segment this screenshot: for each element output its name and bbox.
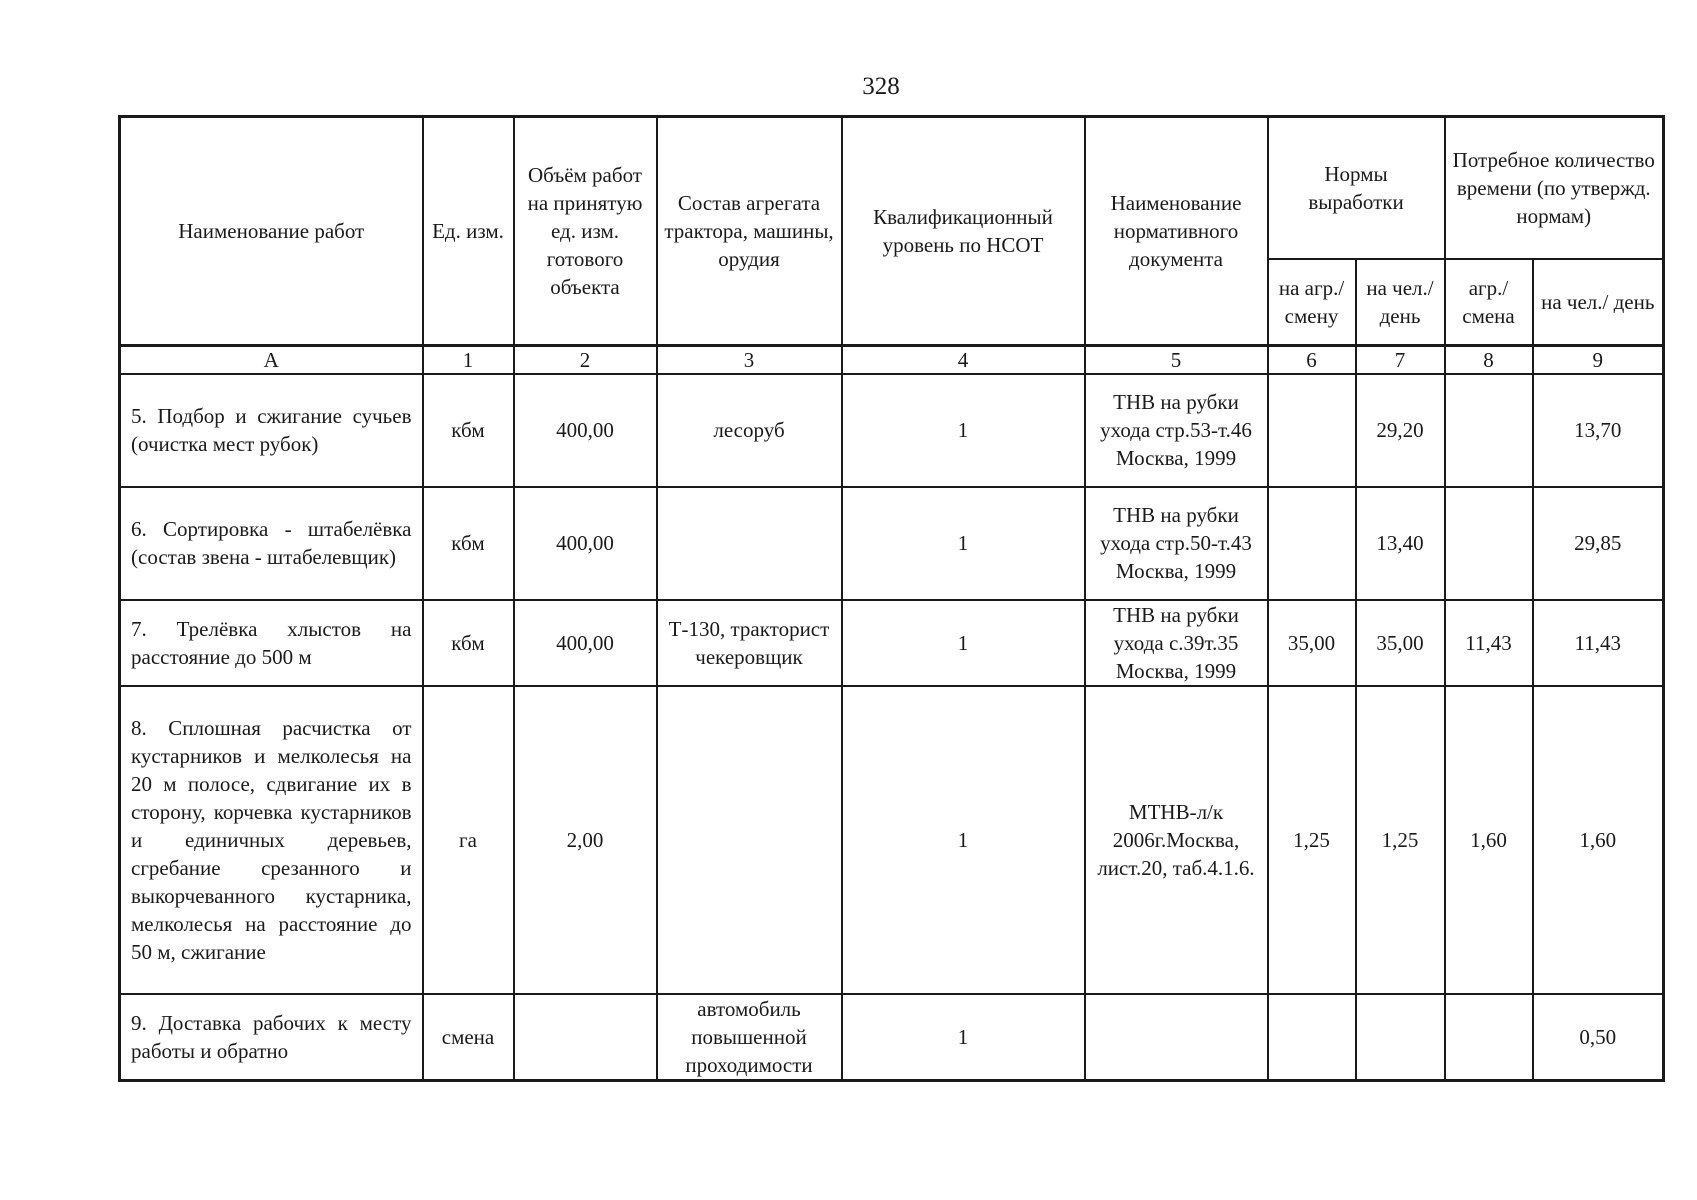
time-aggregate-cell (1445, 994, 1533, 1081)
table-row (120, 600, 1664, 686)
header-time-group: Потребное количество времени (по утвержд. нормам) (1445, 117, 1664, 259)
column-index: 1 (423, 346, 514, 374)
time-man-cell: 13,70 (1533, 374, 1664, 487)
qualification-cell: 1 (842, 600, 1085, 686)
aggregate-cell (657, 487, 842, 600)
norm-man-cell: 35,00 (1356, 600, 1445, 686)
unit-cell: кбм (423, 600, 514, 686)
header-norm-per-aggregate: на агр./ смену (1268, 259, 1356, 346)
aggregate-cell: лесоруб (657, 374, 842, 487)
header-volume: Объём работ на принятую ед. изм. готового объекта (514, 117, 657, 346)
volume-cell: 400,00 (514, 374, 657, 487)
column-index: 3 (657, 346, 842, 374)
norm-aggregate-cell: 35,00 (1268, 600, 1356, 686)
qualification-cell: 1 (842, 487, 1085, 600)
qualification-cell: 1 (842, 686, 1085, 994)
volume-cell: 2,00 (514, 686, 657, 994)
work-name-cell: 9. Доставка рабочих к месту работы и обратно (120, 994, 423, 1081)
volume-cell: 400,00 (514, 487, 657, 600)
time-man-cell: 1,60 (1533, 686, 1664, 994)
work-name-cell: 6. Сортировка - штабелёвка (состав звена - штабелевщик) (120, 487, 423, 600)
table-row (120, 994, 1664, 1081)
time-aggregate-cell: 1,60 (1445, 686, 1533, 994)
header-aggregate: Состав агрегата трактора, машины, орудия (657, 117, 842, 346)
column-index: 7 (1356, 346, 1445, 374)
norm-man-cell: 13,40 (1356, 487, 1445, 600)
document-cell: ТНВ на рубки ухода стр.53-т.46 Москва, 1999 (1085, 374, 1268, 487)
aggregate-cell (657, 686, 842, 994)
column-index: 5 (1085, 346, 1268, 374)
header-norms-group: Нормы выработки (1268, 117, 1445, 259)
time-man-cell: 0,50 (1533, 994, 1664, 1081)
document-cell: ТНВ на рубки ухода стр.50-т.43 Москва, 1999 (1085, 487, 1268, 600)
time-aggregate-cell: 11,43 (1445, 600, 1533, 686)
aggregate-cell: Т-130, тракторист чекеровщик (657, 600, 842, 686)
column-index: А (120, 346, 423, 374)
norm-aggregate-cell (1268, 994, 1356, 1081)
qualification-cell: 1 (842, 994, 1085, 1081)
time-aggregate-cell (1445, 487, 1533, 600)
norm-man-cell: 1,25 (1356, 686, 1445, 994)
header-qualification: Квалификационный уровень по НСОТ (842, 117, 1085, 346)
work-name-cell: 8. Сплошная расчистка от кустарников и мелколесья на 20 м полосе, сдвигание их в сторону, корчевка кустарников и единичных деревьев, сгребание срезанного и выкорчеванного кустарника, мелколесья на расстояние до 50 м, сжигание (120, 686, 423, 994)
qualification-cell: 1 (842, 374, 1085, 487)
header-time-per-man: на чел./ день (1533, 259, 1664, 346)
norm-aggregate-cell: 1,25 (1268, 686, 1356, 994)
document-cell: ТНВ на рубки ухода с.39т.35 Москва, 1999 (1085, 600, 1268, 686)
norm-man-cell (1356, 994, 1445, 1081)
column-index: 2 (514, 346, 657, 374)
unit-cell: кбм (423, 487, 514, 600)
column-index: 6 (1268, 346, 1356, 374)
header-unit: Ед. изм. (423, 117, 514, 346)
document-cell: МТНВ-л/к 2006г.Москва, лист.20, таб.4.1.6. (1085, 686, 1268, 994)
column-index-row (120, 346, 1664, 374)
norm-aggregate-cell (1268, 487, 1356, 600)
time-man-cell: 29,85 (1533, 487, 1664, 600)
time-man-cell: 11,43 (1533, 600, 1664, 686)
header-time-per-aggregate: агр./ смена (1445, 259, 1533, 346)
aggregate-cell: автомобиль повышенной проходимости (657, 994, 842, 1081)
header-document: Наименование нормативного документа (1085, 117, 1268, 346)
column-index: 8 (1445, 346, 1533, 374)
time-aggregate-cell (1445, 374, 1533, 487)
volume-cell (514, 994, 657, 1081)
unit-cell: га (423, 686, 514, 994)
column-index: 9 (1533, 346, 1664, 374)
header-norm-per-man: на чел./ день (1356, 259, 1445, 346)
table-row (120, 487, 1664, 600)
document-cell (1085, 994, 1268, 1081)
column-index: 4 (842, 346, 1085, 374)
volume-cell: 400,00 (514, 600, 657, 686)
header-work-name: Наименование работ (120, 117, 423, 346)
table-row (120, 374, 1664, 487)
norm-aggregate-cell (1268, 374, 1356, 487)
unit-cell: смена (423, 994, 514, 1081)
norm-man-cell: 29,20 (1356, 374, 1445, 487)
work-name-cell: 7. Трелёвка хлыстов на расстояние до 500 м (120, 600, 423, 686)
page-number: 328 (862, 73, 900, 100)
table-row (120, 686, 1664, 994)
unit-cell: кбм (423, 374, 514, 487)
works-table (118, 115, 1665, 1082)
work-name-cell: 5. Подбор и сжигание сучьев (очистка мест рубок) (120, 374, 423, 487)
